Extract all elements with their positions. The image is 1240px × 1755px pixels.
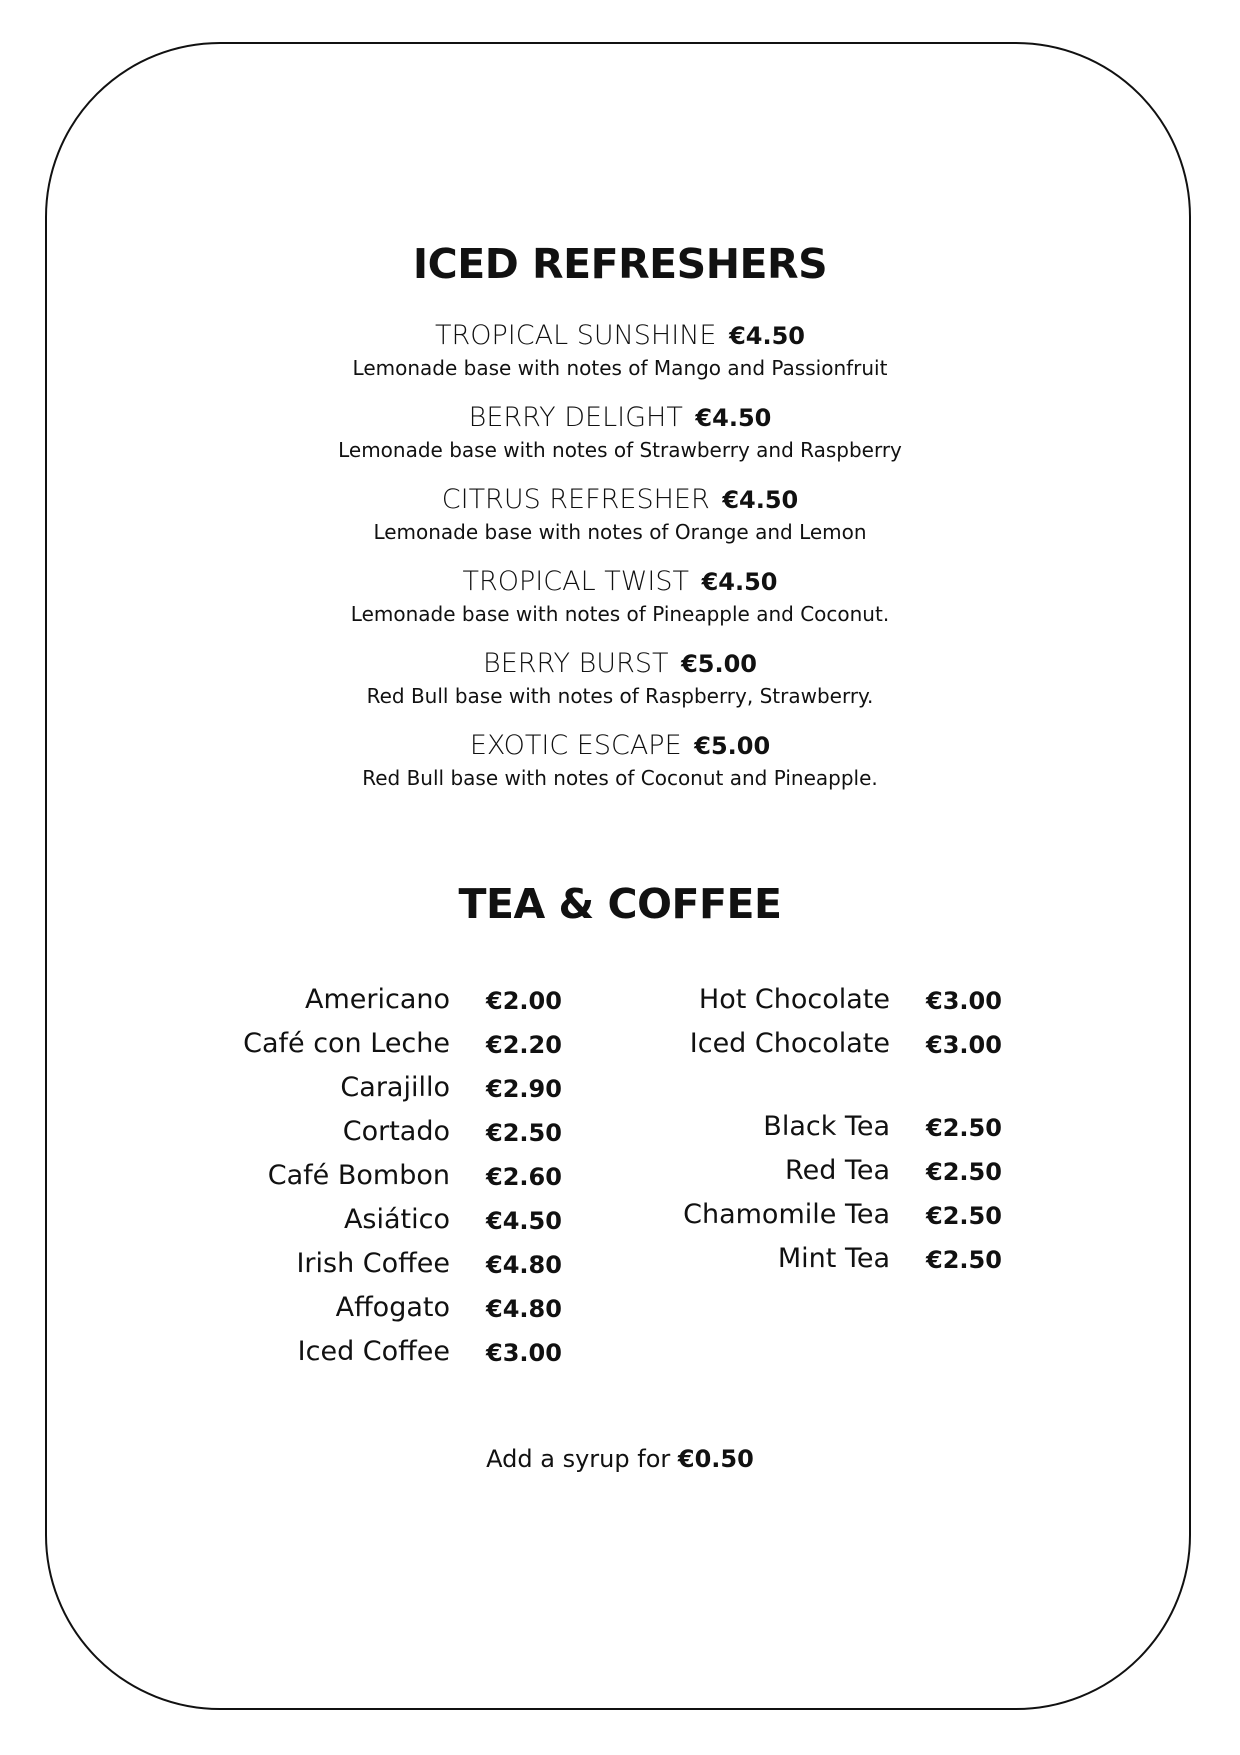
item-name: Café Bombon [267,1160,450,1191]
item-price: €3.00 [486,1339,562,1367]
tea-coffee-title: TEA & COFFEE [458,880,782,928]
item-price: €2.50 [926,1246,1002,1274]
menu-item [200,1158,562,1202]
refreshers-list [0,318,1240,810]
item-price: €4.80 [486,1251,562,1279]
item-price: €2.50 [926,1202,1002,1230]
menu-item [200,1334,562,1378]
item-name: Affogato [335,1292,450,1323]
menu-item [0,646,1240,728]
item-name: Americano [304,984,450,1015]
item-description: Red Bull base with notes of Coconut and Pineapple. [362,766,878,790]
item-price: €2.20 [486,1031,562,1059]
item-price: €2.00 [486,987,562,1015]
menu-item [200,982,562,1026]
item-price: €4.50 [722,486,799,514]
item-description: Lemonade base with notes of Mango and Passionfruit [352,356,888,380]
item-price: €3.00 [926,1031,1002,1059]
menu-item [640,1026,1002,1070]
menu-item [200,1026,562,1070]
item-description: Lemonade base with notes of Pineapple and Coconut. [350,602,890,626]
item-name: TROPICAL SUNSHINE [435,320,717,351]
item-name: Iced Coffee [297,1336,450,1367]
menu-item [200,1202,562,1246]
item-name: Black Tea [763,1111,890,1142]
item-price: €4.80 [486,1295,562,1323]
item-name: Café con Leche [243,1028,450,1059]
menu-item [0,318,1240,400]
item-price: €4.50 [701,568,778,596]
item-name: Hot Chocolate [698,984,890,1015]
refreshers-title: ICED REFRESHERS [412,240,828,288]
item-description: Red Bull base with notes of Raspberry, Strawberry. [366,684,874,708]
menu-item [640,1197,1002,1241]
item-price: €2.50 [926,1114,1002,1142]
tea-list [640,1109,1002,1285]
item-name: TROPICAL TWIST [462,566,689,597]
item-name: BERRY DELIGHT [468,402,683,433]
syrup-text: Add a syrup for [486,1445,671,1473]
item-price: €2.50 [486,1119,562,1147]
item-name: Mint Tea [777,1243,890,1274]
menu-item [200,1290,562,1334]
menu-item [200,1246,562,1290]
item-description: Lemonade base with notes of Strawberry and Raspberry [338,438,902,462]
item-price: €2.90 [486,1075,562,1103]
item-name: Cortado [342,1116,450,1147]
item-price: €5.00 [681,650,757,678]
menu-item [0,564,1240,646]
item-name: CITRUS REFRESHER [441,484,710,515]
item-name: EXOTIC ESCAPE [469,730,682,761]
item-price: €4.50 [729,322,805,350]
item-name: Chamomile Tea [683,1199,890,1230]
chocolate-list [640,982,1002,1070]
item-name: Iced Chocolate [689,1028,890,1059]
item-name: Asiático [343,1204,450,1235]
menu-item [640,982,1002,1026]
menu-item [200,1070,562,1114]
menu-item [200,1114,562,1158]
item-price: €5.00 [694,732,771,760]
menu-item [640,1153,1002,1197]
item-price: €2.60 [486,1163,562,1191]
item-description: Lemonade base with notes of Orange and Lemon [373,520,867,544]
item-price: €2.50 [926,1158,1002,1186]
item-name: Irish Coffee [296,1248,450,1279]
menu-item [0,728,1240,810]
item-price: €3.00 [926,987,1002,1015]
item-name: Carajillo [340,1072,450,1103]
syrup-price: €0.50 [677,1445,754,1473]
item-name: BERRY BURST [483,648,669,679]
menu-item [0,400,1240,482]
menu-item [0,482,1240,564]
item-price: €4.50 [486,1207,562,1235]
menu-item [640,1109,1002,1153]
item-name: Red Tea [785,1155,890,1186]
item-price: €4.50 [695,404,772,432]
menu-item [640,1241,1002,1285]
coffee-list [200,982,562,1378]
syrup-note [0,1442,1240,1476]
